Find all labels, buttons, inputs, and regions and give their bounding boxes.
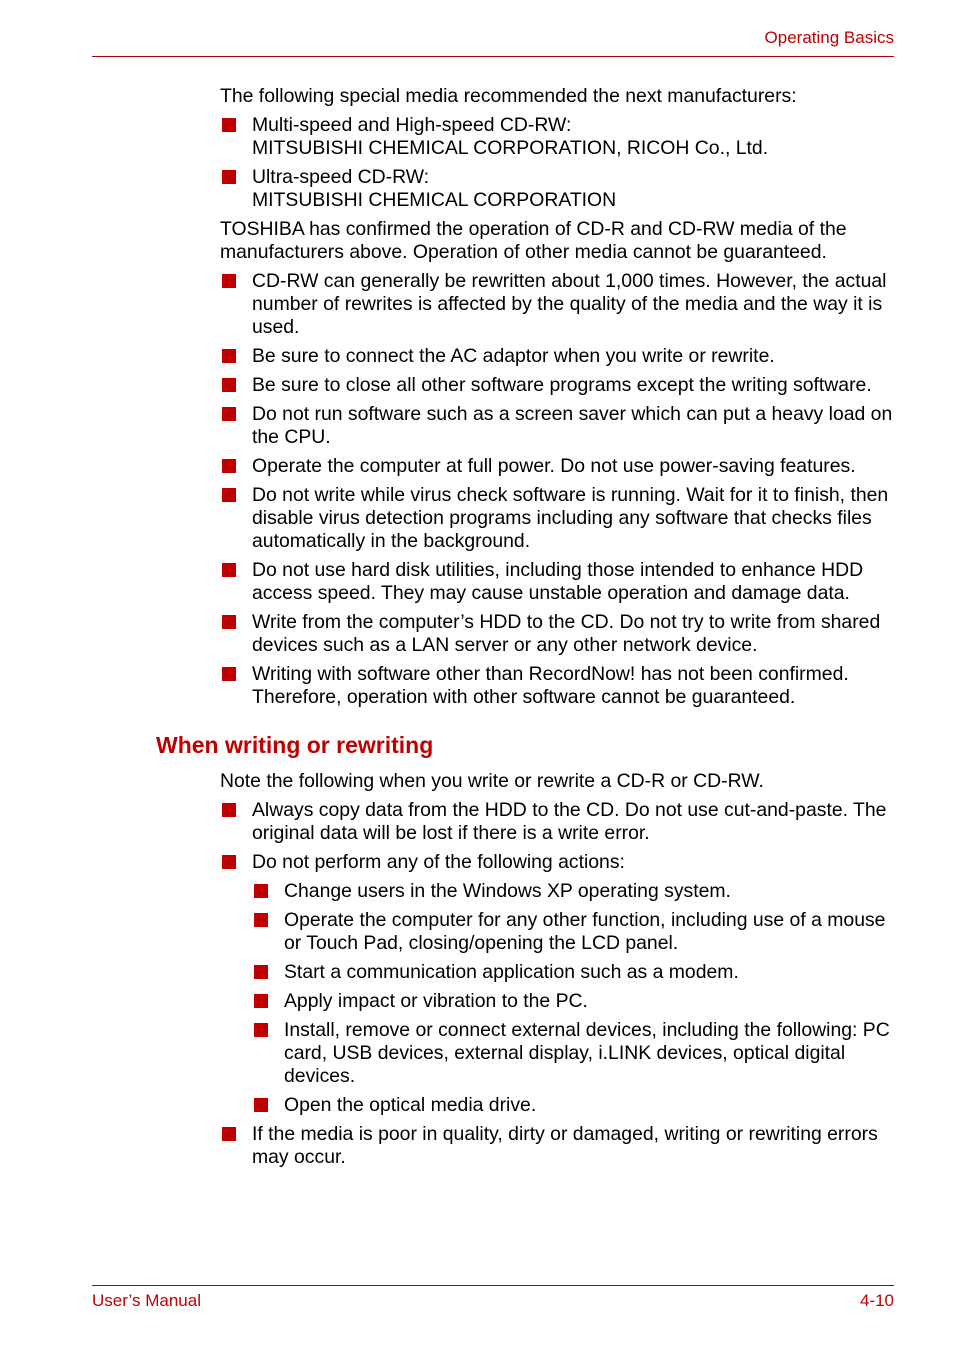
square-bullet-icon (222, 118, 236, 132)
square-bullet-icon (222, 488, 236, 502)
action-text: Change users in the Windows XP operating system. (284, 880, 731, 902)
section-item (220, 799, 894, 845)
action-item (252, 909, 894, 955)
note-text: Do not run software such as a screen saver which can put a heavy load on the CPU. (252, 403, 893, 448)
header-rule (92, 56, 894, 57)
square-bullet-icon (222, 459, 236, 473)
note-item (220, 663, 894, 709)
footer-rule (92, 1285, 894, 1286)
square-bullet-icon (254, 1023, 268, 1037)
action-item (252, 990, 894, 1013)
square-bullet-icon (222, 563, 236, 577)
square-bullet-icon (222, 349, 236, 363)
page-number: 4-10 (859, 1291, 894, 1310)
note-text: Be sure to close all other software programs except the writing software. (252, 374, 872, 396)
media-item (220, 114, 894, 160)
square-bullet-icon (254, 884, 268, 898)
media-item-title: Multi-speed and High-speed CD-RW: (252, 114, 572, 136)
square-bullet-icon (254, 965, 268, 979)
note-text: Operate the computer at full power. Do not use power-saving features. (252, 455, 856, 477)
note-item (220, 374, 894, 397)
action-item (252, 961, 894, 984)
square-bullet-icon (222, 803, 236, 817)
square-bullet-icon (254, 913, 268, 927)
action-text: Operate the computer for any other function, including use of a mouse or Touch Pad, closing/opening the LCD panel. (284, 909, 886, 954)
section-item (220, 1123, 894, 1169)
action-text: Install, remove or connect external devices, including the following: PC card, USB devices, external display, i.LINK devices, optical digital devices. (284, 1019, 890, 1087)
media-item-manufacturer: MITSUBISHI CHEMICAL CORPORATION, RICOH Co., Ltd. (252, 137, 769, 159)
page-content (156, 85, 894, 1175)
media-item-title: Ultra-speed CD-RW: (252, 166, 430, 188)
square-bullet-icon (222, 615, 236, 629)
media-intro: The following special media recommended the next manufacturers: (220, 85, 797, 107)
action-item (252, 1019, 894, 1088)
note-item (220, 455, 894, 478)
note-text: Write from the computer’s HDD to the CD. Do not try to write from shared devices such as a LAN server or any other network device. (252, 611, 881, 656)
square-bullet-icon (222, 407, 236, 421)
page-header-title: Operating Basics (764, 28, 894, 47)
note-item (220, 484, 894, 553)
footer-manual-title: User’s Manual (92, 1291, 201, 1310)
section-item-text: Always copy data from the HDD to the CD. Do not use cut-and-paste. The original data will be lost if there is a write error. (252, 799, 887, 844)
note-item (220, 403, 894, 449)
action-item (252, 880, 894, 903)
note-text: CD-RW can generally be rewritten about 1,000 times. However, the actual number of rewrites is affected by the quality of the media and the way it is used. (252, 270, 887, 338)
square-bullet-icon (222, 170, 236, 184)
note-text: Do not use hard disk utilities, including those intended to enhance HDD access speed. They may cause unstable operation and damage data. (252, 559, 864, 604)
media-item-manufacturer: MITSUBISHI CHEMICAL CORPORATION (252, 189, 617, 211)
note-item (220, 559, 894, 605)
note-text: Writing with software other than RecordNow! has not been confirmed. Therefore, operation with other software cannot be guaranteed. (252, 663, 849, 708)
action-text: Apply impact or vibration to the PC. (284, 990, 588, 1012)
square-bullet-icon (254, 994, 268, 1008)
square-bullet-icon (222, 1127, 236, 1141)
section-item-text: If the media is poor in quality, dirty or damaged, writing or rewriting errors may occur. (252, 1123, 878, 1168)
square-bullet-icon (222, 667, 236, 681)
section-intro: Note the following when you write or rewrite a CD-R or CD-RW. (220, 770, 764, 792)
media-item (220, 166, 894, 212)
square-bullet-icon (222, 378, 236, 392)
note-text: Do not write while virus check software is running. Wait for it to finish, then disable virus detection programs including any software that checks files automatically in the background. (252, 484, 889, 552)
action-text: Start a communication application such as a modem. (284, 961, 739, 983)
note-item (220, 611, 894, 657)
action-item (252, 1094, 894, 1117)
square-bullet-icon (254, 1098, 268, 1112)
square-bullet-icon (222, 855, 236, 869)
note-item (220, 270, 894, 339)
actions-sublist (252, 880, 894, 1117)
section-item (220, 851, 894, 874)
section-heading: When writing or rewriting (156, 732, 434, 758)
section-item-text: Do not perform any of the following actions: (252, 851, 625, 873)
note-item (220, 345, 894, 368)
square-bullet-icon (222, 274, 236, 288)
note-text: Be sure to connect the AC adaptor when you write or rewrite. (252, 345, 775, 367)
action-text: Open the optical media drive. (284, 1094, 537, 1116)
confirmation-paragraph: TOSHIBA has confirmed the operation of CD-R and CD-RW media of the manufacturers above. Operation of other media cannot be guaranteed. (220, 218, 847, 263)
